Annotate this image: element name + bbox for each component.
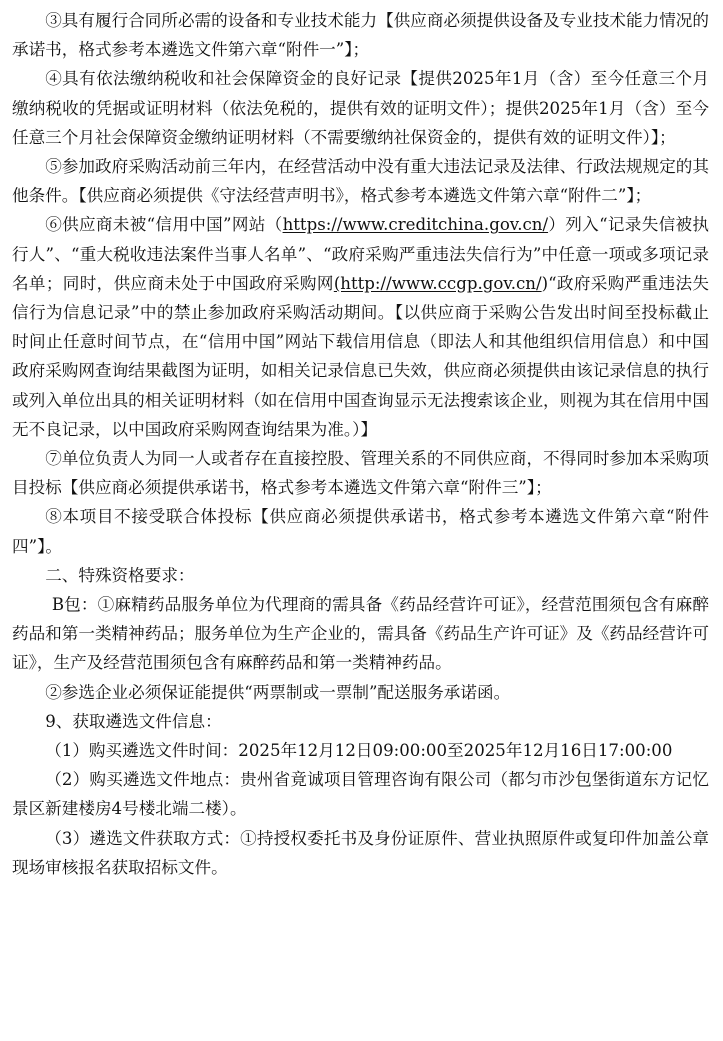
requirement-item-8: ⑧本项目不接受联合体投标【供应商必须提供承诺书，格式参考本遴选文件第六章“附件四”】。 [12, 507, 709, 556]
creditchina-link[interactable]: https://www.creditchina.gov.cn/ [282, 215, 549, 235]
item-6-text-1: ⑥供应商未被“信用中国”网站（ [45, 215, 283, 235]
requirement-item-5: ⑤参加政府采购活动前三年内，在经营活动中没有重大违法记录及法律、行政法规规定的其他条件。【供应商必须提供《守法经营声明书》，格式参考本遴选文件第六章“附件二”】； [12, 157, 709, 206]
item-6-text-3: )“政府采购严重违法失信行为信息记录”中的禁止参加政府采购活动期间。【以供应商于采购公告发出时间至投标截止时间止任意时间节点，在“信用中国”网站下载信用信息（即法人和其他组织信用信息）和中国政府采购网查询结果截图为证明，如相关记录信息已失效，供应商必须提供由该记录信息的执行或列入单位出具的相关证明材料（如在信用中国查询显示无法搜索该企业，则视为其在信用中国无不良记录，以中国政府采购网查询结果为准。）】 [12, 273, 709, 439]
section-9-item-2: （2）购买遴选文件地点：贵州省竟诚项目管理咨询有限公司（都匀市沙包堡街道东方记忆景区新建楼房4号楼北端二楼）。 [12, 770, 709, 819]
item-6-text-2: ）列入“记录失信被执行人”、“重大税收违法案件当事人名单”、“政府采购严重违法失信行为”中任意一项或多项记录名单；同时，供应商未处于中国政府采购网 [12, 215, 710, 293]
special-qualification-heading: 二、特殊资格要求： [45, 565, 195, 585]
requirement-item-7: ⑦单位负责人为同一人或者存在直接控股、管理关系的不同供应商，不得同时参加本采购项目投标【供应商必须提供承诺书，格式参考本遴选文件第六章“附件三”】； [12, 449, 709, 498]
two-ticket-requirement: ②参选企业必须保证能提供“两票制或一票制”配送服务承诺函。 [45, 682, 511, 702]
section-9-item-3: （3）遴选文件获取方式：①持授权委托书及身份证原件、营业执照原件或复印件加盖公章现场审核报名获取招标文件。 [12, 828, 709, 877]
section-9-heading: 9、获取遴选文件信息： [45, 711, 222, 731]
package-b-requirement: B包：①麻精药品服务单位为代理商的需具备《药品经营许可证》，经营范围须包含有麻醉药品和第一类精神药品；服务单位为生产企业的，需具备《药品生产许可证》及《药品经营许可证》，生产及经营范围须包含有麻醉药品和第一类精神药品。 [12, 595, 709, 673]
requirement-item-4: ④具有依法缴纳税收和社会保障资金的良好记录【提供2025年1月（含）至今任意三个月缴纳税收的凭据或证明材料（依法免税的，提供有效的证明文件）；提供2025年1月（含）至今任意三个月社会保障资金缴纳证明材料（不需要缴纳社保资金的，提供有效的证明文件）】； [12, 69, 709, 147]
requirement-item-6 [12, 210, 709, 444]
ccgp-link[interactable]: (http://www.ccgp.gov.cn/ [333, 273, 542, 293]
section-9-item-1: （1）购买遴选文件时间：2025年12月12日09:00:00至2025年12月16日17:00:00 [45, 741, 673, 761]
requirement-item-3: ③具有履行合同所必需的设备和专业技术能力【供应商必须提供设备及专业技术能力情况的承诺书，格式参考本遴选文件第六章“附件一”】； [12, 11, 709, 60]
